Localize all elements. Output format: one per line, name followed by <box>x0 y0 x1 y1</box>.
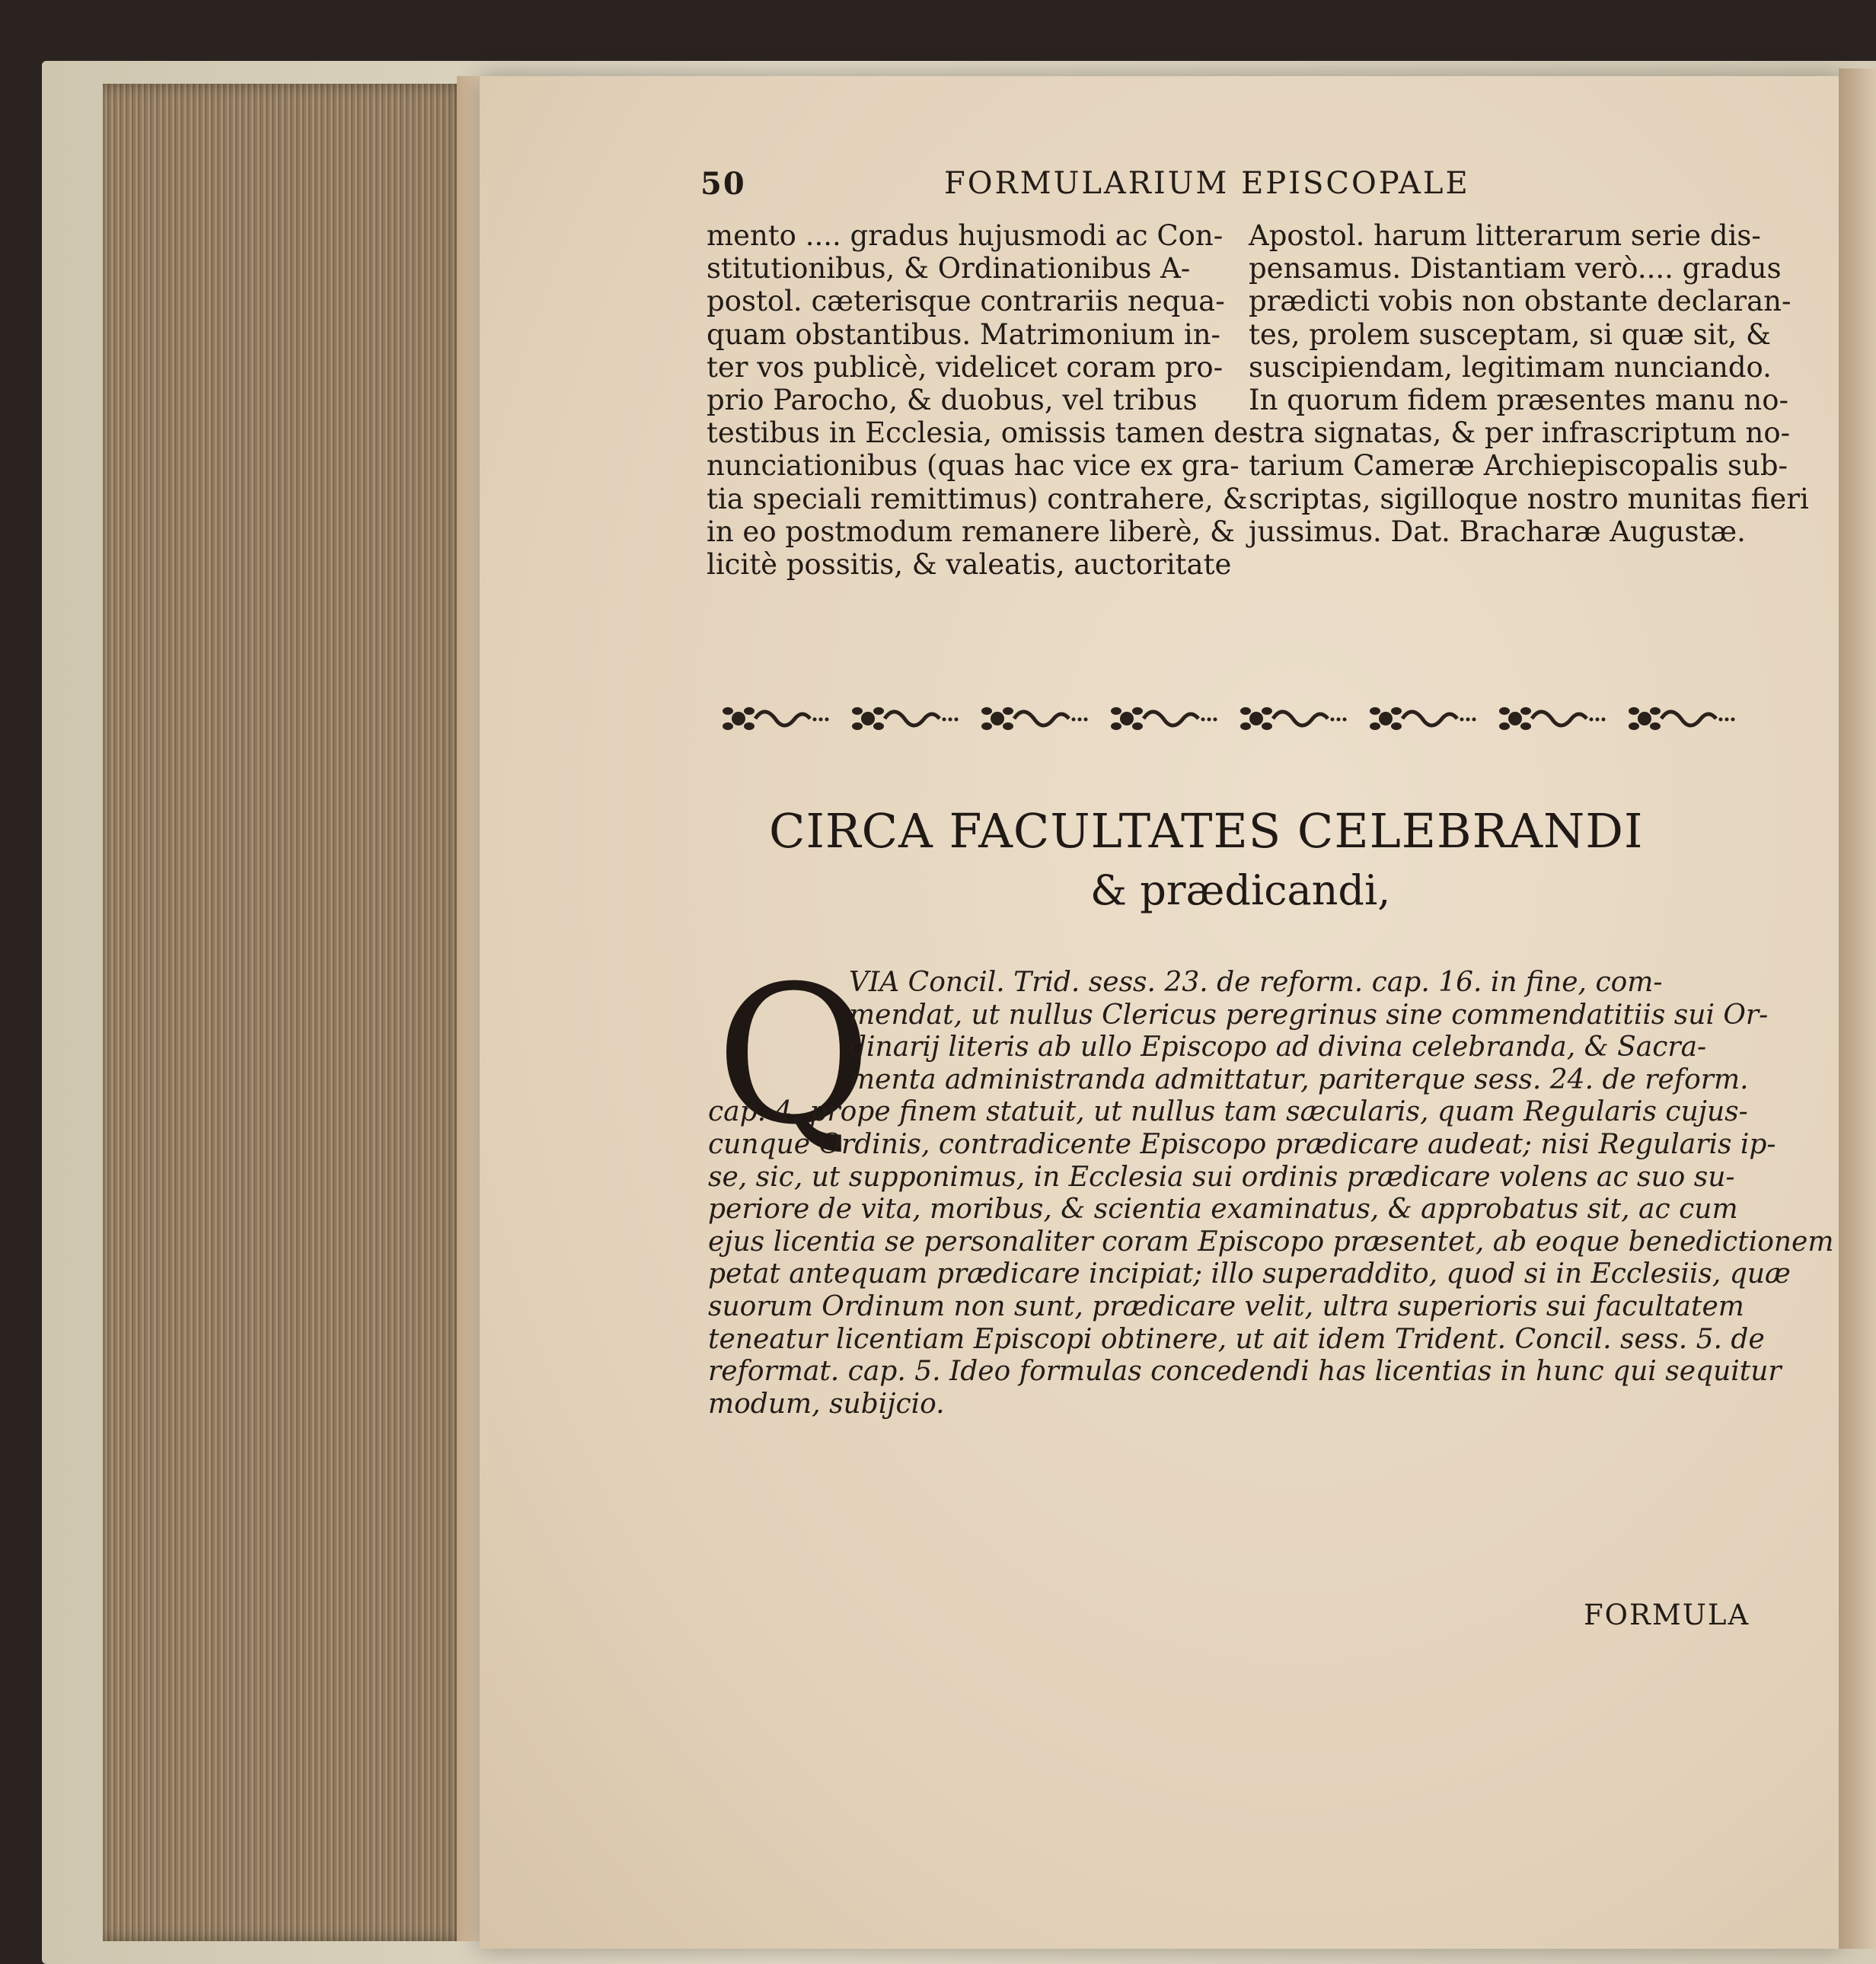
text-line: VIA Concil. Trid. sess. 23. de reform. cap. 16. in fine, com- <box>849 967 1663 998</box>
text-line: tia speciali remittimus) contrahere, & <box>707 482 1248 515</box>
text-line: se, sic, ut supponimus, in Ecclesia sui ordinis prædicare volens ac suo su- <box>708 1161 1735 1193</box>
text-line: cap. 4. prope finem statuit, ut nullus tam sæcularis, quam Regularis cujus- <box>708 1096 1748 1128</box>
text-line: suorum Ordinum non sunt, prædicare velit, ultra superioris sui facultatem <box>708 1290 1744 1322</box>
page-number: 50 <box>700 166 746 202</box>
text-line: ter vos publicè, videlicet coram pro- <box>707 350 1224 384</box>
text-line: menta administranda admittatur, pariterque sess. 24. de reform. <box>849 1063 1749 1095</box>
next-page-edge <box>1839 69 1876 1949</box>
text-line: tes, prolem susceptam, si quæ sit, & <box>1249 317 1771 351</box>
text-line: suscipiendam, legitimam nunciando. <box>1249 350 1772 384</box>
text-line: cunque Ordinis, contradicente Episcopo prædicare audeat; nisi Regularis ip- <box>708 1128 1776 1160</box>
text-line: testibus in Ecclesia, omissis tamen de- <box>707 416 1259 450</box>
page-header <box>700 166 1736 212</box>
text-line: mendat, ut nullus Clericus peregrinus sine commendatitiis sui Or- <box>849 999 1769 1031</box>
text-line: dinarij literis ab ullo Episcopo ad divina celebranda, & Sacra- <box>849 1031 1707 1063</box>
text-line: modum, subijcio. <box>708 1388 945 1420</box>
running-title: FORMULARIUM EPISCOPALE <box>944 166 1470 201</box>
catchword: FORMULA <box>1584 1599 1750 1631</box>
text-line: in eo postmodum remanere liberè, & <box>707 515 1235 548</box>
section-heading: CIRCA FACULTATES CELEBRANDI <box>769 803 1644 859</box>
text-line: nunciationibus (quas hac vice ex gra- <box>707 449 1240 483</box>
text-line: scriptas, sigilloque nostro munitas fieri <box>1249 482 1809 515</box>
text-line: pensamus. Distantiam verò.... gradus <box>1249 252 1782 285</box>
text-line: licitè possitis, & valeatis, auctoritate <box>707 548 1232 582</box>
text-line: petat antequam prædicare incipiat; illo superaddito, quod si in Ecclesiis, quæ <box>708 1258 1791 1290</box>
text-line: teneatur licentiam Episcopi obtinere, ut ait idem Trident. Concil. sess. 5. de <box>708 1323 1765 1355</box>
text-line: postol. cæterisque contrariis nequa- <box>707 285 1225 318</box>
text-line: Apostol. harum litterarum serie dis- <box>1249 219 1761 252</box>
text-line: prædicti vobis non obstante declaran- <box>1249 285 1791 318</box>
ornament-band-icon <box>708 697 1744 741</box>
page-block-edge <box>103 84 468 1941</box>
section-subheading: & prædicandi, <box>1090 866 1391 914</box>
text-line: stitutionibus, & Ordinationibus A- <box>707 252 1191 285</box>
text-line: quam obstantibus. Matrimonium in- <box>707 317 1221 351</box>
text-line: prio Parocho, & duobus, vel tribus <box>707 384 1198 417</box>
text-line: stra signatas, & per infrascriptum no- <box>1249 416 1791 450</box>
text-line: jussimus. Dat. Bracharæ Augustæ. <box>1249 515 1746 548</box>
text-line: mento .... gradus hujusmodi ac Con- <box>707 219 1224 252</box>
text-line: In quorum fidem præsentes manu no- <box>1249 384 1789 417</box>
right-column <box>1249 219 1809 548</box>
text-line: tarium Cameræ Archiepiscopalis sub- <box>1249 449 1788 483</box>
text-line: ejus licentia se personaliter coram Episcopo præsentet, ab eoque benedictionem <box>708 1226 1834 1258</box>
section-body <box>708 967 1834 1420</box>
left-column <box>707 219 1259 582</box>
drop-cap: Q <box>716 945 872 1166</box>
text-line: periore de vita, moribus, & scientia examinatus, & approbatus sit, ac cum <box>708 1194 1738 1226</box>
text-line: reformat. cap. 5. Ideo formulas concedendi has licentias in hunc qui sequitur <box>708 1356 1782 1388</box>
